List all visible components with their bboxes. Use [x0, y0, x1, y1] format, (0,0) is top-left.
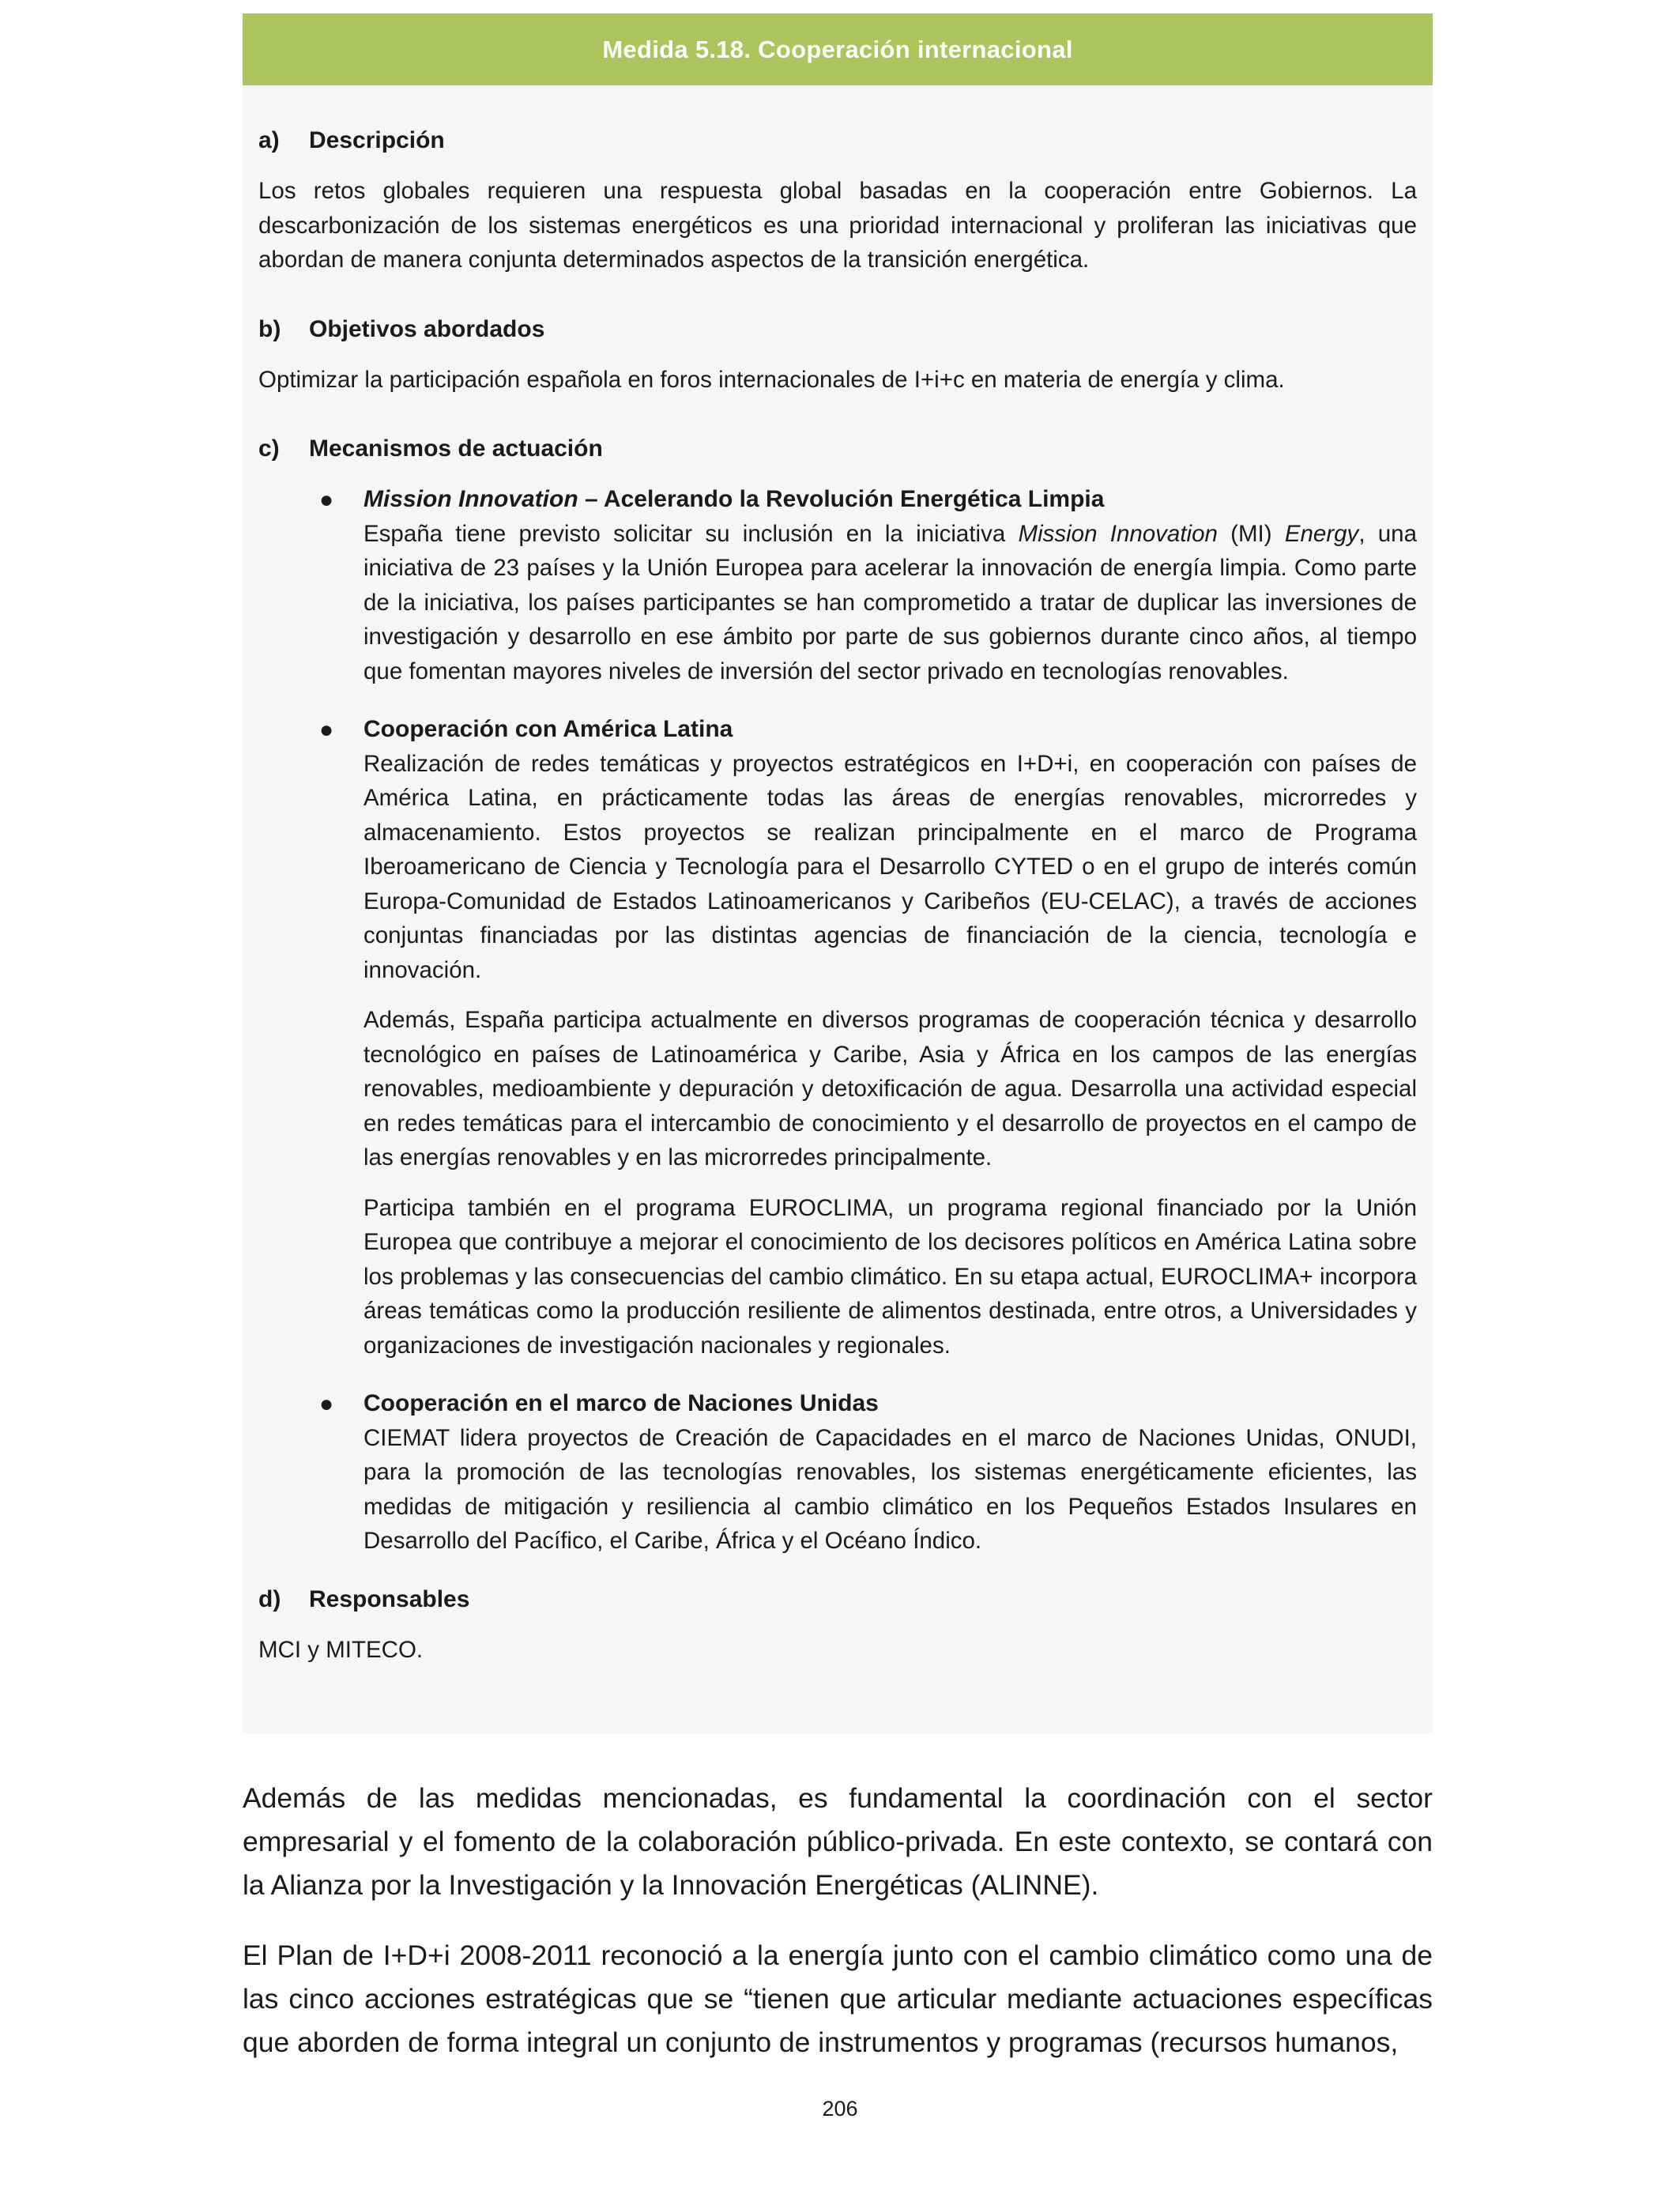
- bullet-title: Mission Innovation – Acelerando la Revolución Energética Limpia: [363, 486, 1105, 512]
- body-paragraph: El Plan de I+D+i 2008-2011 reconoció a la energía junto con el cambio climático como una de las cinco acciones estratégicas que se “tienen que articular mediante actuaciones específicas que aborden de forma integral un conjunto de instrumentos y programas (recursos humanos,: [243, 1940, 1433, 2058]
- section-letter: d): [258, 1585, 281, 1612]
- section-title: Responsables: [309, 1585, 470, 1612]
- measure-header: Medida 5.18. Cooperación internacional: [243, 13, 1433, 85]
- section-letter: a): [258, 127, 280, 153]
- section-title: Descripción: [309, 127, 445, 153]
- section-c-heading: [258, 432, 1417, 466]
- bullet-title: Cooperación con América Latina: [363, 716, 733, 742]
- section-d-text: MCI y MITECO.: [258, 1636, 424, 1663]
- bullet-icon: ●: [319, 1391, 334, 1417]
- bullet-title: Cooperación en el marco de Naciones Unidas: [363, 1390, 879, 1416]
- section-letter: b): [258, 315, 281, 342]
- section-b-heading: [258, 312, 1417, 347]
- section-title: Objetivos abordados: [309, 315, 545, 342]
- bullet-text: Realización de redes temáticas y proyectos estratégicos en I+D+i, en cooperación con países de América Latina, en prácticamente todas las áreas de energías renovables, microrredes y almacenamiento. Estos proyectos se realizan principalmente en el marco de Programa Iberoamericano de Ciencia y Tecnología para el Desarrollo CYTED o en el grupo de interés común Europa-Comunidad de Estados Latinoamericanos y Caribeños (EU-CELAC), a través de acciones conjuntas financiadas por las distintas agencias de financiación de la ciencia, tecnología e innovación.: [363, 750, 1417, 983]
- list-item: [258, 482, 1417, 688]
- bullet-extra-text: Participa también en el programa EUROCLIMA, un programa regional financiado por la Unión Europea que contribuye a mejorar el conocimiento de los decisores políticos en América Latina sobre los problemas y las consecuencias del cambio climático. En su etapa actual, EUROCLIMA+ incorpora áreas temáticas como la producción resiliente de alimentos destinada, entre otros, a Universidades y organizaciones de investigación nacionales y regionales.: [363, 1194, 1417, 1359]
- section-letter: c): [258, 435, 280, 462]
- section-d-heading: [258, 1582, 1417, 1617]
- list-item: [258, 712, 1417, 1363]
- measure-box: [243, 13, 1433, 1733]
- page-number: 206: [822, 2097, 858, 2120]
- section-a-heading: [258, 123, 1417, 158]
- section-title: Mecanismos de actuación: [309, 435, 603, 462]
- bullet-text: España tiene previsto solicitar su inclusión en la iniciativa Mission Innovation (MI) Energy, una iniciativa de 23 países y la Unión Europea para acelerar la innovación de energía limpia. Como parte de la iniciativa, los países participantes se han comprometido a tratar de duplicar las inversiones de investigación y desarrollo en ese ámbito por parte de sus gobiernos durante cinco años, al tiempo que fomentan mayores niveles de inversión del sector privado en tecnologías renovables.: [363, 520, 1417, 684]
- bullet-text: CIEMAT lidera proyectos de Creación de Capacidades en el marco de Naciones Unidas, ONUDI, para la promoción de las tecnologías renovables, los sistemas energéticamente eficientes, las medidas de mitigación y resiliencia al cambio climático en los Pequeños Estados Insulares en Desarrollo del Pacífico, el Caribe, África y el Océano Índico.: [363, 1424, 1417, 1554]
- body-paragraph: Además de las medidas mencionadas, es fundamental la coordinación con el sector empresarial y el fomento de la colaboración público-privada. En este contexto, se contará con la Alianza por la Investigación y la Innovación Energéticas (ALINNE).: [243, 1782, 1433, 1901]
- mechanisms-list: [258, 482, 1417, 1559]
- section-b-text: Optimizar la participación española en foros internacionales de I+i+c en materia de energía y clima.: [258, 366, 1285, 393]
- bullet-extra-text: Además, España participa actualmente en diversos programas de cooperación técnica y desarrollo tecnológico en países de Latinoamérica y Caribe, Asia y África en los campos de las energías renovables, medioambiente y depuración y detoxificación de agua. Desarrolla una actividad especial en redes temáticas para el intercambio de conocimiento y el desarrollo de proyectos en el campo de las energías renovables y en las microrredes principalmente.: [363, 1007, 1417, 1171]
- bullet-icon: ●: [319, 487, 334, 513]
- measure-body: [243, 85, 1433, 1667]
- section-a-text: Los retos globales requieren una respuesta global basadas en la cooperación entre Gobiernos. La descarbonización de los sistemas energéticos es una prioridad internacional y proliferan las iniciativas que abordan de manera conjunta determinados aspectos de la transición energética.: [258, 178, 1417, 273]
- bullet-icon: ●: [319, 717, 334, 743]
- list-item: [258, 1386, 1417, 1559]
